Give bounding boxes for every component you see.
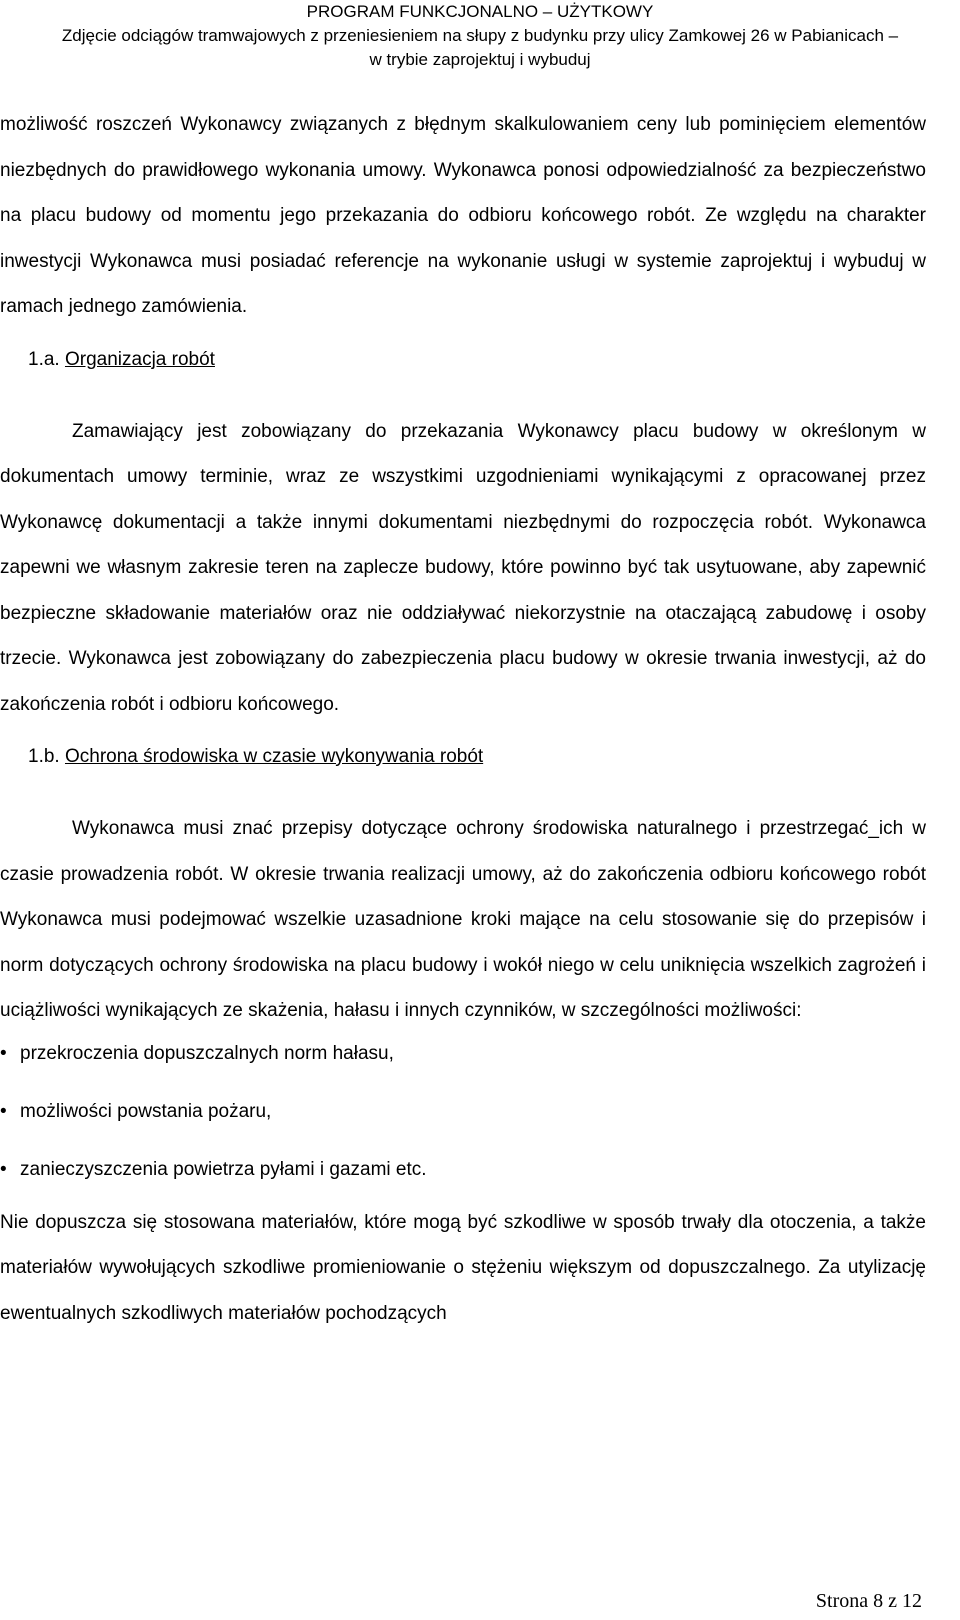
header-project-title: Zdjęcie odciągów tramwajowych z przeniesieniem na słupy z budynku przy ulicy Zamkowej 26 w Pabianicach – — [61, 26, 899, 45]
list-item-text: przekroczenia dopuszczalnych norm hałasu, — [20, 1042, 394, 1064]
section-heading-ochrona — [0, 737, 926, 777]
bullet-icon: • — [0, 1100, 7, 1122]
header-mode: w trybie zaprojektuj i wybuduj — [369, 50, 591, 69]
intro-paragraph: możliwość roszczeń Wykonawcy związanych z błędnym skalkulowaniem ceny lub pominięciem elementów niezbędnych do prawidłowego wykonania umowy. Wykonawca ponosi odpowiedzialność za bezpieczeństwo na placu budowy od momentu jego przekazania do odbioru końcowego robót. Ze względu na charakter inwestycji Wykonawca musi posiadać referencje na wykonanie usługi w systemie zaprojektuj i wybuduj w ramach jednego zamówienia. — [0, 114, 926, 317]
bullet-icon: • — [0, 1158, 7, 1180]
list-item-text: zanieczyszczenia powietrza pyłami i gazami etc. — [20, 1158, 427, 1180]
section-title: Ochrona środowiska w czasie wykonywania robót — [64, 746, 484, 767]
header-program-title: PROGRAM FUNKCJONALNO – UŻYTKOWY — [306, 2, 654, 21]
section-heading-organizacja — [0, 340, 926, 380]
document-body — [0, 102, 926, 1336]
page-header — [0, 0, 960, 72]
closing-paragraph: Nie dopuszcza się stosowana materiałów, które mogą być szkodliwe w sposób trwały dla otoczenia, a także materiałów wywołujących szkodliwe promieniowanie o stężeniu większym od dopuszczalnego. Za utylizację ewentualnych szkodliwych materiałów pochodzących — [0, 1211, 926, 1324]
list-item-text: możliwości powstania pożaru, — [20, 1100, 272, 1122]
section-number: 1.b. — [28, 746, 60, 767]
section-title: Organizacja robót — [64, 348, 215, 370]
section-number: 1.a. — [28, 348, 60, 370]
section-paragraph-ochrona: Wykonawca musi znać przepisy dotyczące ochrony środowiska naturalnego i przestrzegać_ich w czasie prowadzenia robót. W okresie trwania realizacji umowy, aż do zakończenia odbioru końcowego robót Wykonawca musi podejmować wszelkie uzasadnione kroki mające na celu stosowanie się do przepisów i norm dotyczących ochrony środowiska na placu budowy i wokół niego w celu uniknięcia wszelkich zagrożeń i uciążliwości wynikających ze skażenia, hałasu i innych czynników, w szczególności możliwości: — [0, 818, 926, 1021]
bullet-icon: • — [0, 1042, 7, 1064]
list-item — [0, 1150, 926, 1190]
section-paragraph-organizacja: Zamawiający jest zobowiązany do przekazania Wykonawcy placu budowy w określonym w dokumentach umowy terminie, wraz ze wszystkimi uzgodnieniami wynikającymi z opracowanej przez Wykonawcę dokumentacji a także innymi dokumentami niezbędnymi do rozpoczęcia robót. Wykonawca zapewni we własnym zakresie teren na zaplecze budowy, które powinno być tak usytuowane, aby zapewnić bezpieczne składowanie materiałów oraz nie oddziaływać niekorzystnie na otaczającą zabudowę i osoby trzecie. Wykonawca jest zobowiązany do zabezpieczenia placu budowy w okresie trwania inwestycji, aż do zakończenia robót i odbioru końcowego. — [0, 420, 926, 715]
list-item — [0, 1092, 926, 1132]
hazard-list — [0, 1034, 926, 1190]
list-item — [0, 1034, 926, 1074]
page-number: Strona 8 z 12 — [815, 1590, 922, 1612]
